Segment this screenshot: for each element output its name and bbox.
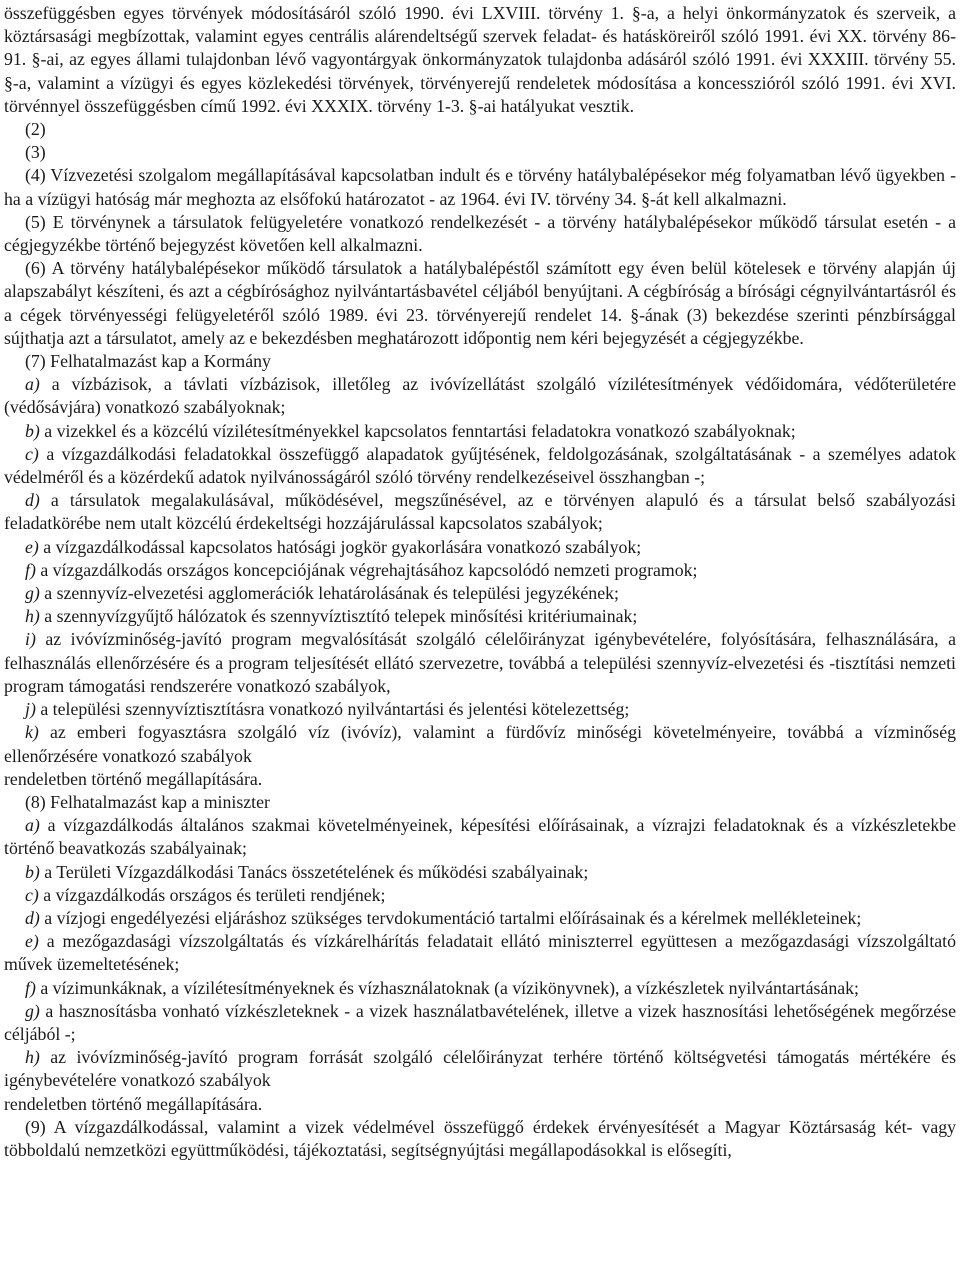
list-item-8c [4,884,956,907]
paragraph-4: (4) Vízvezetési szolgalom megállapításával kapcsolatban indult és e törvény hatálybalépésekor még folyamatban lévő ügyekben - ha a vízügyi hatóság már meghozta az elsőfokú határozatot - az 1964. évi IV. törvény 34. §-át kell alkalmazni. [4,165,956,209]
item-letter: d) [25,490,40,511]
item-text: a Területi Vízgazdálkodási Tanács összetételének és működési szabályainak; [44,861,589,882]
item-text: a vízgazdálkodási feladatokkal összefüggő alapadatok gyűjtésének, feldolgozásának, szolgáltatásának - a személyes adatok védelméről és a közérdekű adatok nyilvánosságáról szóló törvény rendelkezéseivel összhangban -; [4,443,956,488]
item-letter: j) [25,699,36,720]
item-text: a vízimunkáknak, a vízilétesítményeknek és vízhasználatoknak (a vízikönyvnek), a vízkészletek nyilvántartásának; [40,977,859,998]
paragraph-6: (6) A törvény hatálybalépésekor működő társulatok a hatálybalépéstől számított egy éven belül kötelesek e törvény alapján új alapszabályt készíteni, és azt a cégbírósághoz nyilvántartásbavétel céljából benyújtani. A cégbíróság a bírósági cégnyilvántartásról és a cégek törvényességi felügyeletéről szóló 1989. évi 23. törvényerejű rendelet 14. §-ának (3) bekezdése szerinti pénzbírsággal sújthatja azt a társulatot, amely az e bekezdésben meghatározott időpontig nem kéri bejegyzését a cégjegyzékbe. [4,258,956,348]
item-letter: a) [25,374,40,395]
item-text: a hasznosításba vonható vízkészleteknek - a vizek használatbavételének, illetve a vizek hasznosítási lehetőségének megőrzése céljából -; [4,1000,956,1044]
item-text: a szennyvízgyűjtő hálózatok és szennyvíztisztító telepek minősítési kritériumainak; [44,606,638,627]
list-item-8d [4,907,956,930]
paragraph-9: (9) A vízgazdálkodással, valamint a vizek védelmével összefüggő érdekek érvényesítését a Magyar Köztársaság két- vagy többoldalú nemzetközi együttműködési, tájékoztatási, segítségnyújtási megállapodásokkal is elősegíti, [4,1116,956,1160]
item-letter: c) [25,443,39,464]
paragraph-8-closing: rendeletben történő megállapítására. [4,1093,263,1114]
item-letter: h) [25,1047,40,1068]
item-letter: e) [25,536,39,557]
item-text: az emberi fogyasztásra szolgáló víz (ivóvíz), valamint a fürdővíz minőségi követelményeire, továbbá a vízminőség ellenőrzésére vonatkozó szabályok [4,722,956,766]
paragraph-repeal: összefüggésben egyes törvények módosításáról szóló 1990. évi LXVIII. törvény 1. §-a, a helyi önkormányzatok és szerveik, a köztársasági megbízottak, valamint egyes centrális alárendeltségű szervek feladat- és hatásköreiről szóló 1991. évi XX. törvény 86-91. §-ai, az egyes állami tulajdonban lévő vagyontárgyak önkormányzatok tulajdonba adásáról szóló 1991. évi XXXIII. törvény 55. §-a, valamint a vízügyi és egyes közlekedési törvények, törvényerejű rendeletek módosítása a koncesszióról szóló 1991. évi XVI. törvénnyel összefüggésben című 1992. évi XXXIX. törvény 1-3. §-ai hatályukat vesztik. [4,3,956,116]
list-item-8f [4,977,956,1000]
list-item-7g [4,582,956,605]
list-item-8e [4,930,956,976]
list-item-7k [4,721,956,767]
list-item-8b [4,861,956,884]
list-item-8g [4,1000,956,1046]
paragraph-5: (5) E törvénynek a társulatok felügyeletére vonatkozó rendelkezését - a törvény hatálybalépésekor működő társulat esetén - a cégjegyzékbe történő bejegyzést követően kell alkalmazni. [4,211,956,256]
item-text: az ivóvízminőség-javító program megvalósítását szolgáló célelőirányzat igénybevételére, folyósítására, felhasználására, a felhasználás ellenőrzésére és a program teljesítését ellátó szervezetre, továbbá a települési szennyvíz-elvezetési és -tisztítási nemzeti program támogatási rendszerére vonatkozó szabályok, [4,629,956,696]
list-item-7d [4,489,956,535]
paragraph-7-closing: rendeletben történő megállapítására. [4,768,263,789]
item-text: a társulatok megalakulásával, működésével, megszűnésével, az e törvényen alapuló és a társulat belső szabályozási feladatkörébe nem utalt közcélú érdekeltségi hozzájárulással kapcsolatos szabályok; [4,490,956,534]
item-text: az ivóvízminőség-javító program forrását szolgáló célelőirányzat terhére történő költségvetési támogatás mértékére és igénybevételére vonatkozó szabályok [4,1047,956,1091]
paragraph-7-heading: (7) Felhatalmazást kap a Kormány [25,351,271,372]
item-letter: b) [25,420,40,441]
item-letter: d) [25,907,40,928]
item-text: a vízgazdálkodással kapcsolatos hatósági jogkör gyakorlására vonatkozó szabályok; [43,536,642,557]
item-letter: g) [25,1000,40,1021]
list-item-8h [4,1046,956,1092]
paragraph-2: (2) [25,119,46,140]
item-letter: e) [25,931,39,952]
paragraph-3: (3) [25,142,46,163]
list-item-7c [4,443,956,489]
list-item-8a [4,814,956,860]
item-letter: h) [25,606,40,627]
item-letter: c) [25,884,39,905]
list-item-7f [4,559,956,582]
list-item-7j [4,698,956,721]
item-letter: i) [25,629,36,650]
item-text: a vízgazdálkodás országos és területi rendjének; [43,884,386,905]
list-item-7b [4,420,956,443]
list-item-7a [4,373,956,419]
item-letter: g) [25,583,40,604]
item-text: a mezőgazdasági vízszolgáltatás és vízkárelhárítás feladatait ellátó miniszterrel együttesen a mezőgazdasági vízszolgáltató művek üzemeltetésének; [4,931,956,975]
item-letter: k) [25,722,39,743]
item-letter: a) [25,815,40,836]
item-text: a vízbázisok, a távlati vízbázisok, illetőleg az ivóvízellátást szolgáló vízilétesítmények védőidomára, védőterületére (védősávjára) vonatkozó szabályoknak; [4,374,956,418]
item-letter: f) [25,559,36,580]
item-letter: f) [25,977,36,998]
paragraph-8-heading: (8) Felhatalmazást kap a miniszter [25,791,270,812]
item-text: a vizekkel és a közcélú vízilétesítményekkel kapcsolatos fenntartási feladatokra vonatkozó szabályoknak; [44,420,796,441]
item-text: a vízgazdálkodás országos koncepciójának végrehajtásához kapcsolódó nemzeti programok; [40,559,698,580]
item-text: a vízjogi engedélyezési eljáráshoz szükséges tervdokumentáció tartalmi előírásainak és a kérelmek mellékleteinek; [44,907,862,928]
list-item-7e [4,536,956,559]
list-item-7h [4,605,956,628]
list-item-7i [4,628,956,698]
item-text: a szennyvíz-elvezetési agglomerációk lehatárolásának és települési jegyzékének; [44,583,619,604]
item-text: a vízgazdálkodás általános szakmai követelményeinek, képesítési előírásainak, a vízrajzi feladatoknak és a vízkészletekbe történő beavatkozás szabályainak; [4,815,956,859]
item-letter: b) [25,861,40,882]
item-text: a települési szennyvíztisztításra vonatkozó nyilvántartási és jelentési kötelezettség; [40,699,630,720]
